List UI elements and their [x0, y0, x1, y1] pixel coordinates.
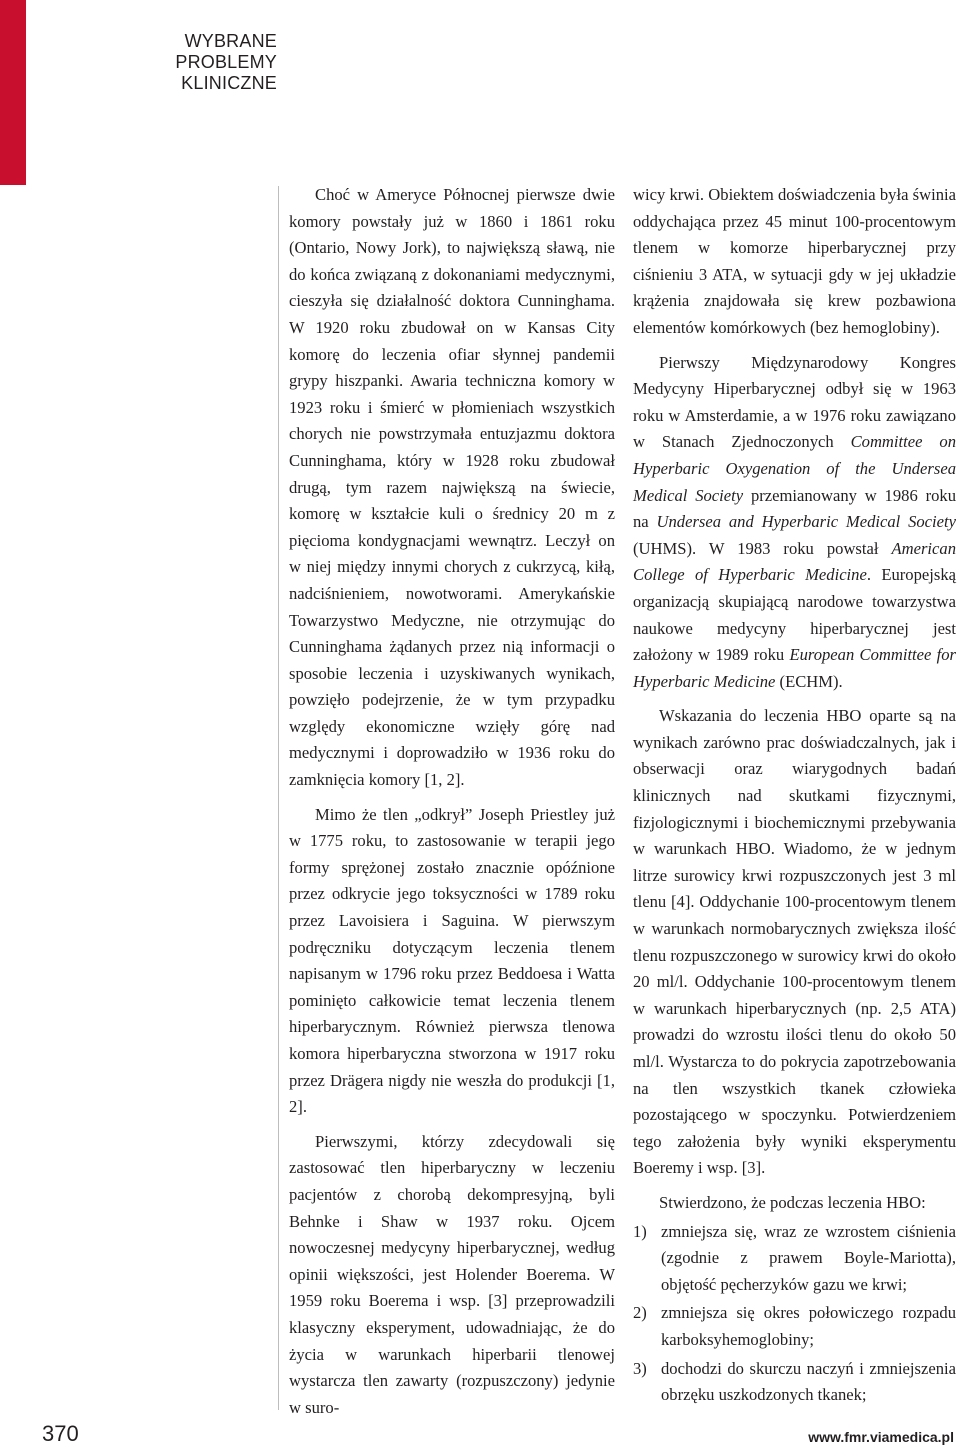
list-item-number: 1) — [633, 1221, 647, 1241]
paragraph-experiment: wicy krwi. Obiektem doświadczenia była świnia oddychająca przez 45 minut 100-procentowym tlenem w komorze hiperbarycznej przy ciśnieniu 3 ATA, w sytuacji gdy w jej układzie krążenia znajdowała się krew pozbawiona elementów komórkowych (bez hemoglobiny). — [633, 185, 956, 337]
section-label-line-2: PROBLEMY — [175, 52, 277, 72]
list-item — [633, 1356, 956, 1409]
congress-echm-name: European Committee for Hyperbaric Medicine — [633, 645, 956, 691]
section-color-bar — [0, 0, 26, 185]
paragraph-priestley: Mimo że tlen „odkrył” Joseph Priestley już w 1775 roku, to zastosowanie w terapii jego formy sprężonej zostało znacznie opóźnione przez odkrycie jego toksyczności w 1789 roku przez Lavoisiera i Saguina. W pierwszym podręczniku dotyczącym leczenia tlenem napisanym w 1796 roku przez Beddoesa i Watta pominięto całkowicie temat leczenia tlenem hiperbarycznym. Również pierwsza tlenowa komora hiperbaryczna stworzona w 1917 roku przez Drägera nigdy nie weszła do produkcji [1, 2]. — [289, 804, 615, 1117]
section-label-line-3: KLINICZNE — [181, 73, 277, 93]
list-item-number: 3) — [633, 1358, 647, 1378]
paragraph-congress — [633, 350, 956, 696]
section-label-line-1: WYBRANE — [184, 31, 277, 51]
paragraph-indications: Wskazania do leczenia HBO oparte są na wynikach zarówno prac doświadczalnych, jak i obserwacji oraz wiarygodnych badań klinicznych nad skutkami fizycznymi, fizjologicznymi i biochemicznymi przebywania w warunkach HBO. Wiadomo, że w jednym litrze surowicy krwi rozpuszczonych jest 3 ml tlenu [4]. Oddychanie 100-procentowym tlenem w warunkach normobarycznych zwiększa ilość tlenu rozpuszczonego w surowicy krwi do około 20 ml/l. Oddychanie 100-procentowym tlenem w warunkach hiperbarycznych (np. 2,5 ATA) prowadzi do wzrostu ilości tlenu do około 50 ml/l. Wystarcza to do pokrycia zapotrzebowania na tlen wszystkich tkanek człowieka pozostającego w spoczynku. Potwierdzeniem tego założenia były wyniki eksperymentu Boeremy i wsp. [3]. — [633, 706, 956, 1178]
page-number: 370 — [42, 1421, 79, 1446]
right-column — [633, 182, 956, 1411]
journal-url[interactable]: www.fmr.viamedica.pl — [808, 1429, 954, 1445]
congress-committee-name: Committee on Hyperbaric Oxygenation of the Undersea Medical Society — [633, 432, 956, 505]
list-item-number: 2) — [633, 1303, 647, 1323]
congress-text-4: . Europejską organizacją skupiającą narodowe towarzystwa naukowe medycyny hiperbarycznej jest założony w 1989 roku — [633, 565, 956, 665]
congress-text-3: (UHMS). W 1983 roku powstał — [633, 538, 892, 558]
congress-text-2: przemianowany w 1986 roku na — [633, 485, 956, 532]
findings-list — [633, 1219, 956, 1409]
section-label — [175, 31, 277, 94]
list-item-text: zmniejsza się, wraz ze wzrostem ciśnienia (zgodnie z prawem Boyle-Mariotta), objętość pęcherzyków gazu we krwi; — [661, 1221, 956, 1294]
congress-college-name: American College of Hyperbaric Medicine — [633, 538, 956, 585]
list-item-text: dochodzi do skurczu naczyń i zmniejszenia obrzęku uszkodzonych tkanek; — [661, 1358, 956, 1405]
congress-uhms-name: Undersea and Hyperbaric Medical Society — [656, 512, 957, 532]
congress-text-5: (ECHM). — [775, 671, 843, 691]
vertical-divider — [278, 186, 279, 1410]
congress-text-1: Pierwszy Międzynarodowy Kongres Medycyny Hiperbarycznej odbył się w 1963 roku w Amsterdamie, a w 1976 roku zawiązano w Stanach Zjednoczonych — [633, 352, 956, 452]
paragraph-findings-intro: Stwierdzono, że podczas leczenia HBO: — [659, 1192, 926, 1212]
list-item — [633, 1300, 956, 1353]
paragraph-cunningham: Choć w Ameryce Północnej pierwsze dwie komory powstały już w 1860 i 1861 roku (Ontario, Nowy Jork), to największą sławą, nie do końca związaną z dokonaniami medycznymi, cieszyła się działalność doktora Cunninghama. W 1920 roku zbudował on w Kansas City komorę do leczenia ofiar słynnej pandemii grypy hiszpanki. Awaria techniczna komory w 1923 roku i śmierć w płomieniach wszystkich chorych nie powstrzymała entuzjazmu doktora Cunninghama, który w 1928 roku zbudował drugą, tym razem największą na świecie, komorę w kształcie kuli o średnicy 20 m z pięcioma kondygnacjami wewnątrz. Leczył on w niej między innymi chorych z cukrzycą, kiłą, nadciśnieniem, nowotworami. Amerykańskie Towarzystwo Medyczne, nie otrzymując do Cunninghama żądanych przez nią informacji o sposobie leczenia i uzyskiwanych wynikach, powzięło podejrzenie, że w tym przypadku względy ekonomiczne wzięły górę nad medycznymi i doprowadziło w 1936 roku do zamknięcia komory [1, 2]. — [289, 185, 615, 790]
left-column — [289, 182, 615, 1429]
list-item — [633, 1219, 956, 1299]
list-item-text: zmniejsza się okres połowiczego rozpadu karboksyhemoglobiny; — [661, 1303, 956, 1349]
paragraph-boerema: Pierwszymi, którzy zdecydowali się zastosować tlen hiperbaryczny w leczeniu pacjentów z chorobą dekompresyjną, byli Behnke i Shaw w 1937 roku. Ojcem nowoczesnej medycyny hiperbarycznej, według opinii większości, jest Holender Boerema. W 1959 roku Boerema i wsp. [3] przeprowadzili klasyczny eksperyment, udowadniając, że do życia w warunkach hiperbarii tlenowej wystarcza tlen zawarty (rozpuszczony) jedynie w suro- — [289, 1131, 615, 1417]
